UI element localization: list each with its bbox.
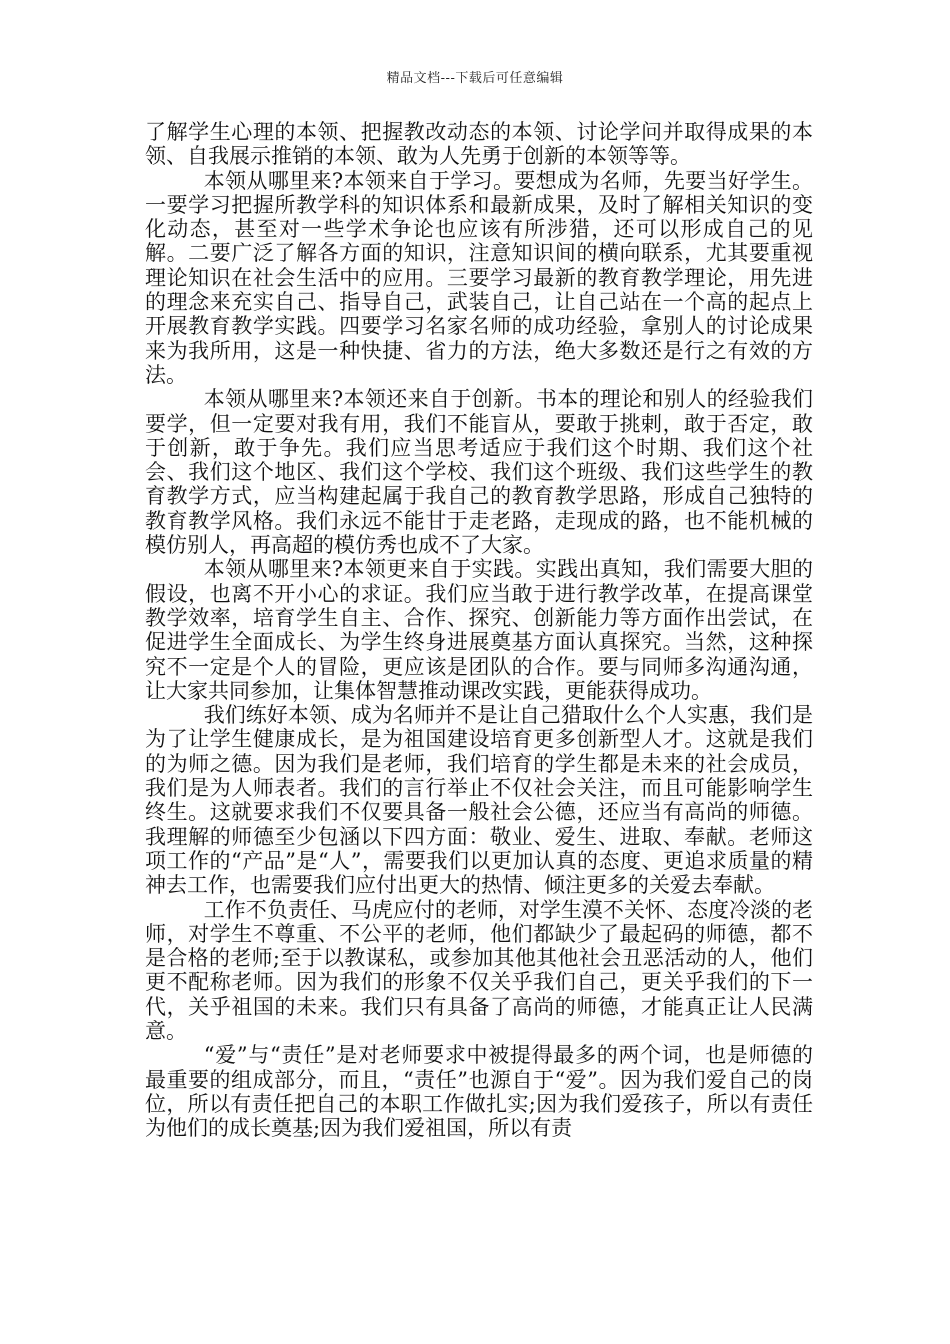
paragraph-4: 本领从哪里来?本领更来自于实践。实践出真知，我们需要大胆的假设，也离不开小心的求证。我们应当敢于进行教学改革，在提高课堂教学效率，培育学生自主、合作、探究、创新能力等方面作出尝试，在促进学生全面成长、为学生终身进展奠基方面认真探究。当然，这种探究不一定是个人的冒险，更应该是团队的合作。要与同师多沟通沟通，让大家共同参加，让集体智慧推动课改实践，更能获得成功。	[145, 557, 813, 703]
paragraph-2: 本领从哪里来?本领来自于学习。要想成为名师，先要当好学生。一要学习把握所教学科的知识体系和最新成果，及时了解相关知识的变化动态，甚至对一些学术争论也应该有所涉猎，还可以形成自己的见解。二要广泛了解各方面的知识，注意知识间的横向联系，尤其要重视理论知识在社会生活中的应用。三要学习最新的教育教学理论，用先进的理念来充实自己、指导自己，武装自己，让自己站在一个高的起点上开展教育教学实践。四要学习名家名师的成功经验，拿别人的讨论成果来为我所用，这是一种快捷、省力的方法，绝大多数还是行之有效的方法。	[145, 168, 813, 387]
paragraph-5: 我们练好本领、成为名师并不是让自己猎取什么个人实惠，我们是为了让学生健康成长，是为祖国建设培育更多创新型人才。这就是我们的为师之德。因为我们是老师，我们培育的学生都是未来的社会成员，我们是为人师表者。我们的言行举止不仅社会关注，而且可能影响学生终生。这就要求我们不仅要具备一般社会公德，还应当有高尚的师德。我理解的师德至少包涵以下四方面：敬业、爱生、进取、奉献。老师这项工作的“产品”是“人”，需要我们以更加认真的态度、更追求质量的精神去工作，也需要我们应付出更大的热情、倾注更多的关爱去奉献。	[145, 703, 813, 898]
document-body	[145, 120, 813, 1140]
paragraph-6: 工作不负责任、马虎应付的老师，对学生漠不关怀、态度冷淡的老师，对学生不尊重、不公平的老师，他们都缺少了最起码的师德，都不是合格的老师;至于以教谋私，或参加其他其他社会丑恶活动的人，他们更不配称老师。因为我们的形象不仅关乎我们自己，更关乎我们的下一代，关乎祖国的未来。我们只有具备了高尚的师德，才能真正让人民满意。	[145, 897, 813, 1043]
paragraph-7: “爱”与“责任”是对老师要求中被提得最多的两个词，也是师德的最重要的组成部分，而且，“责任”也源自于“爱”。因为我们爱自己的岗位，所以有责任把自己的本职工作做扎实;因为我们爱孩子，所以有责任为他们的成长奠基;因为我们爱祖国，所以有责	[145, 1043, 813, 1141]
paragraph-3: 本领从哪里来?本领还来自于创新。书本的理论和别人的经验我们要学，但一定要对我有用，我们不能盲从，要敢于挑剌，敢于否定，敢于创新，敢于争先。我们应当思考适应于我们这个时期、我们这个社会、我们这个地区、我们这个学校、我们这个班级、我们这些学生的教育教学方式，应当构建起属于我自己的教育教学思路，形成自己独特的教育教学风格。我们永远不能甘于走老路，走现成的路，也不能机械的模仿别人，再高超的模仿秀也成不了大家。	[145, 387, 813, 558]
paragraph-1: 了解学生心理的本领、把握教改动态的本领、讨论学问并取得成果的本领、自我展示推销的本领、敢为人先勇于创新的本领等等。	[145, 120, 813, 169]
page-header: 精品文档---下载后可任意编辑	[386, 71, 564, 86]
